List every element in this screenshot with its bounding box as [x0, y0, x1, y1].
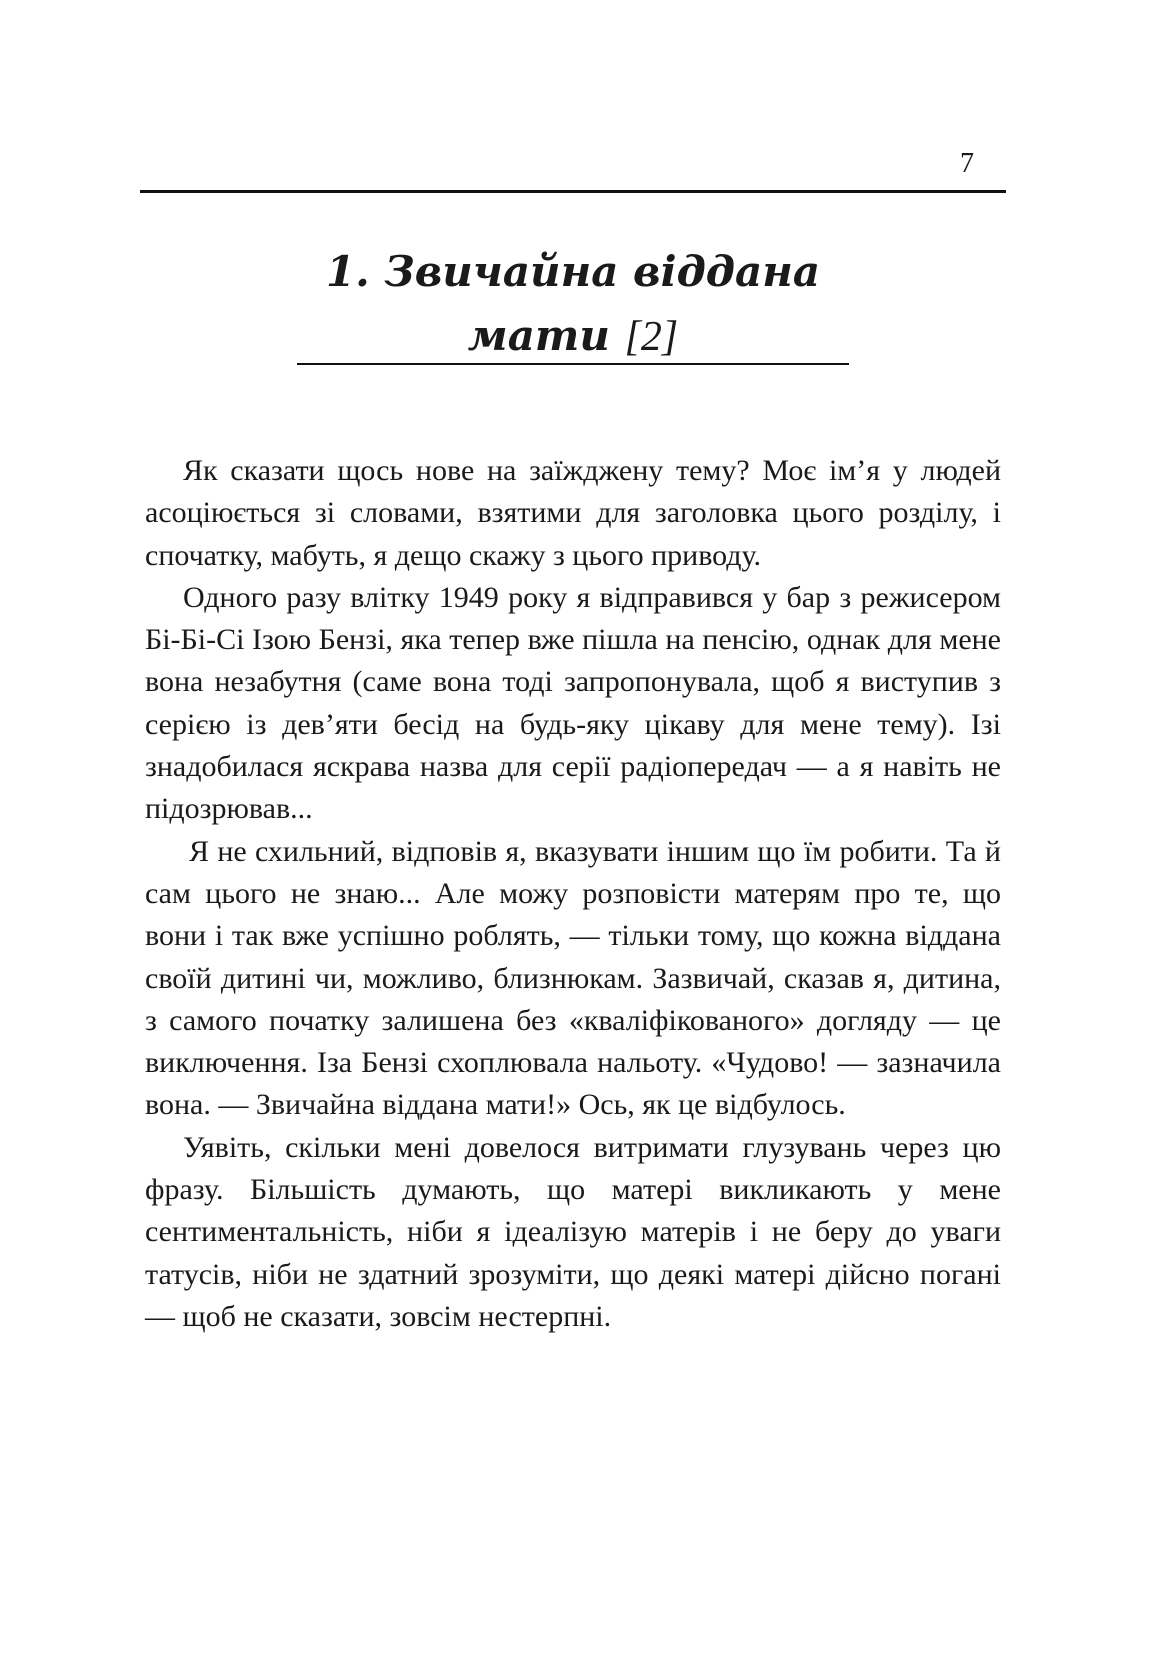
page-number: 7	[960, 148, 974, 179]
header-rule	[140, 190, 1006, 193]
paragraph: Уявіть, скільки мені довелося витримати глузувань через цю фразу. Більшість думають, що матері викликають у мене сентиментальність, ніби я ідеалізую матерів і не беру до уваги татусів, ніби не здатний зрозуміти, що деякі матері дійсно погані — щоб не сказати, зовсім нестерпні.	[145, 1130, 1001, 1333]
paragraph: Я не схильний, відповів я, вказувати іншим що їм робити. Та й сам цього не знаю... Але можу розповісти матерям про те, що вони і так вже успішно роблять, — тільки тому, що кожна віддана своїй дитині чи, можливо, близнюкам. Зазвичай, сказав я, дитина, з самого початку залишена без «кваліфікованого» догляду — це виключення. Іза Бензі схоплювала нальоту. «Чудово! — зазначила вона. — Звичайна віддана мати!» Ось, як це відбулось.	[145, 834, 1001, 1122]
chapter-title	[140, 240, 1006, 369]
paragraph: Як сказати щось нове на заїжджену тему? Моє ім’я у людей асоціюється зі словами, взятими для заголовка цього розділу, і спочатку, мабуть, я дещо скажу з цього приводу.	[145, 454, 1001, 572]
title-rule	[297, 363, 849, 365]
chapter-title-word: мати	[467, 311, 610, 360]
chapter-title-line-2	[140, 304, 1006, 369]
chapter-title-line-1: 1. Звичайна віддана	[325, 247, 821, 296]
chapter-title-reference: [2]	[624, 314, 679, 360]
paragraph: Одного разу влітку 1949 року я відправився у бар з режисером Бі-Бі-Сі Ізою Бензі, яка тепер вже пішла на пенсію, однак для мене вона незабутня (саме вона тоді запропонувала, щоб я виступив з серією із дев’яти бесід на будь-яку цікаву для мене тему). Ізі знадобилася яскрава назва для серії радіопередач — а я навіть не підозрював...	[145, 580, 1001, 826]
body-text	[145, 450, 1001, 1338]
